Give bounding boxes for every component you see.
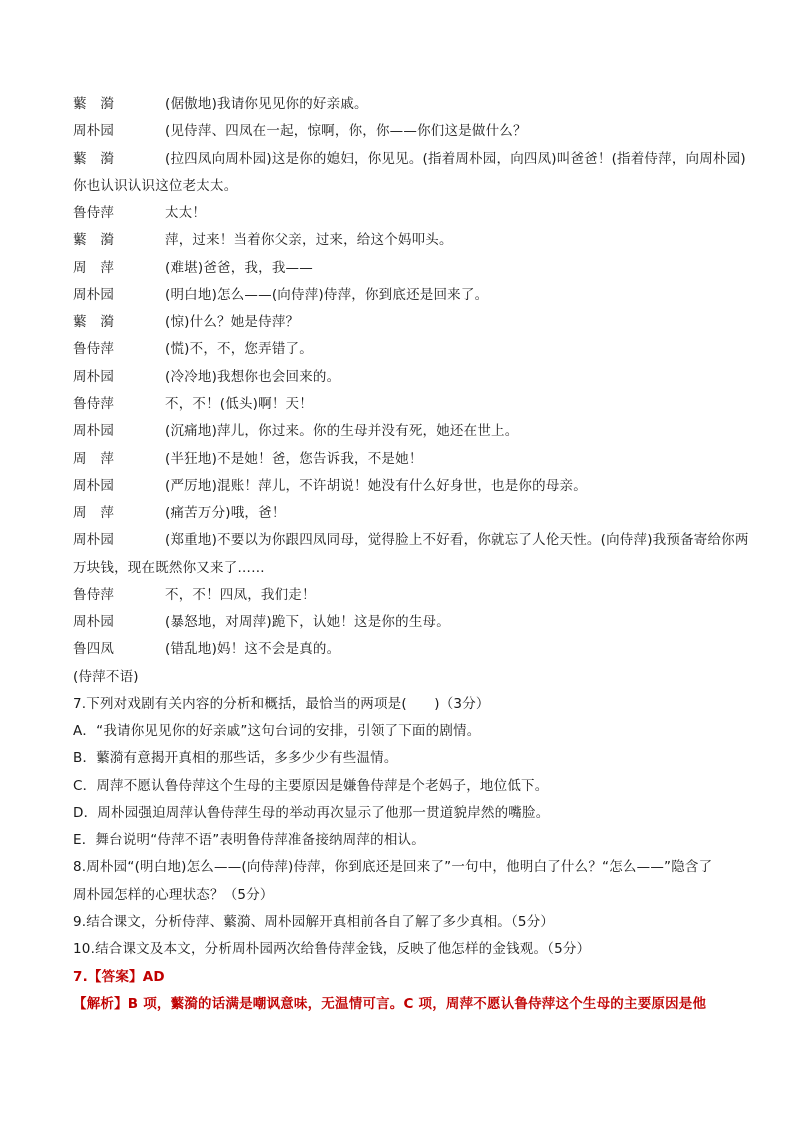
question-8-line-2: 周朴园怎样的心理状态？（5分） [73, 887, 274, 903]
dialogue-text: (沉痛地)萍儿，你过来。你的生母并没有死，她还在世上。 [165, 423, 519, 439]
dialogue-text: (见侍萍、四凤在一起，惊啊，你，你——你们这是做什么？ [165, 123, 527, 139]
dialogue-text: (难堪)爸爸，我，我—— [165, 260, 313, 276]
speaker-name: 鲁侍萍 [73, 587, 115, 603]
answer-label: 7.【答案】AD [73, 969, 165, 985]
q7-option-c: C．周萍不愿认鲁侍萍这个生母的主要原因是嫌鲁侍萍是个老妈子，地位低下。 [73, 778, 549, 794]
dialogue-line [73, 368, 733, 386]
question-9: 9.结合课文，分析侍萍、蘩漪、周朴园解开真相前各自了解了多少真相。（5分） [73, 914, 555, 930]
dialogue-text: (冷冷地)我想你也会回来的。 [165, 369, 341, 385]
question-8-line-1: 8.周朴园“(明白地)怎么——(向侍萍)侍萍，你到底还是回来了”一句中，他明白了什么？“怎么——”隐含了 [73, 859, 713, 875]
dialogue-line [73, 613, 733, 631]
dialogue-text: (严厉地)混账！萍儿，不许胡说！她没有什么好身世，也是你的母亲。 [165, 478, 587, 494]
speaker-name: 周朴园 [73, 532, 115, 548]
dialogue-text: (半狂地)不是她！爸，您告诉我，不是她！ [165, 451, 423, 467]
q7-option-e: E．舞台说明“侍萍不语”表明鲁侍萍准备接纳周萍的相认。 [73, 832, 425, 848]
dialogue-line [73, 150, 746, 168]
dialogue-text: 不，不！(低头)啊！天！ [165, 396, 313, 412]
stage-direction: (侍萍不语) [73, 669, 139, 685]
dialogue-line [73, 477, 733, 495]
dialogue-line [73, 313, 733, 331]
speaker-name: 鲁四凤 [73, 641, 115, 657]
dialogue-text: (惊)什么？她是侍萍？ [165, 314, 300, 330]
dialogue-line [73, 231, 733, 249]
speaker-name: 鲁侍萍 [73, 341, 115, 357]
dialogue-text: (郑重地)不要以为你跟四凤同母，觉得脸上不好看，你就忘了人伦天性。(向侍萍)我预备寄给你两 [165, 532, 749, 548]
speaker-name: 周朴园 [73, 478, 115, 494]
answer-analysis: 【解析】B 项，蘩漪的话满是嘲讽意味，无温情可言。C 项，周萍不愿认鲁侍萍这个生母的主要原因是他 [73, 996, 707, 1012]
speaker-name: 鲁侍萍 [73, 205, 115, 221]
speaker-name: 周 萍 [73, 505, 115, 521]
q7-option-b: B．蘩漪有意揭开真相的那些话，多多少少有些温情。 [73, 750, 398, 766]
speaker-name: 周朴园 [73, 287, 115, 303]
speaker-name: 周朴园 [73, 423, 115, 439]
dialogue-line [73, 450, 733, 468]
dialogue-line [73, 586, 733, 604]
dialogue-text: 不，不！四凤，我们走！ [165, 587, 316, 603]
dialogue-continuation: 你也认识认识这位老太太。 [73, 178, 238, 194]
dialogue-line [73, 204, 733, 222]
speaker-name: 蘩 漪 [73, 232, 115, 248]
dialogue-text: (明白地)怎么——(向侍萍)侍萍，你到底还是回来了。 [165, 287, 489, 303]
speaker-name: 周朴园 [73, 614, 115, 630]
dialogue-line [73, 531, 749, 549]
speaker-name: 周 萍 [73, 260, 115, 276]
speaker-name: 蘩 漪 [73, 314, 115, 330]
question-7-stem: 7.下列对戏剧有关内容的分析和概括，最恰当的两项是( )（3分） [73, 696, 490, 712]
question-10: 10.结合课文及本文，分析周朴园两次给鲁侍萍金钱，反映了他怎样的金钱观。（5分） [73, 941, 591, 957]
speaker-name: 周朴园 [73, 369, 115, 385]
dialogue-line [73, 122, 733, 140]
dialogue-text: (暴怒地，对周萍)跪下，认她！这是你的生母。 [165, 614, 450, 630]
dialogue-line [73, 95, 733, 113]
dialogue-text: 太太！ [165, 205, 207, 221]
speaker-name: 周 萍 [73, 451, 115, 467]
speaker-name: 周朴园 [73, 123, 115, 139]
dialogue-line [73, 395, 733, 413]
q7-option-d: D．周朴园强迫周萍认鲁侍萍生母的举动再次显示了他那一贯道貌岸然的嘴脸。 [73, 805, 550, 821]
dialogue-text: (倨傲地)我请你见见你的好亲戚。 [165, 96, 368, 112]
speaker-name: 蘩 漪 [73, 96, 115, 112]
speaker-name: 蘩 漪 [73, 151, 115, 167]
dialogue-line [73, 640, 733, 658]
dialogue-text: (痛苦万分)哦，爸！ [165, 505, 286, 521]
dialogue-continuation: 万块钱，现在既然你又来了…… [73, 560, 265, 576]
dialogue-line [73, 504, 733, 522]
dialogue-text: 萍，过来！当着你父亲，过来，给这个妈叩头。 [165, 232, 453, 248]
q7-option-a: A．“我请你见见你的好亲戚”这句台词的安排，引领了下面的剧情。 [73, 723, 481, 739]
dialogue-text: (错乱地)妈！这不会是真的。 [165, 641, 341, 657]
dialogue-line [73, 340, 733, 358]
dialogue-line [73, 259, 733, 277]
dialogue-line [73, 422, 733, 440]
dialogue-line [73, 286, 733, 304]
dialogue-text: (慌)不，不，您弄错了。 [165, 341, 313, 357]
dialogue-text: (拉四凤向周朴园)这是你的媳妇，你见见。(指着周朴园，向四凤)叫爸爸！(指着侍萍，向周朴园) [165, 151, 746, 167]
speaker-name: 鲁侍萍 [73, 396, 115, 412]
